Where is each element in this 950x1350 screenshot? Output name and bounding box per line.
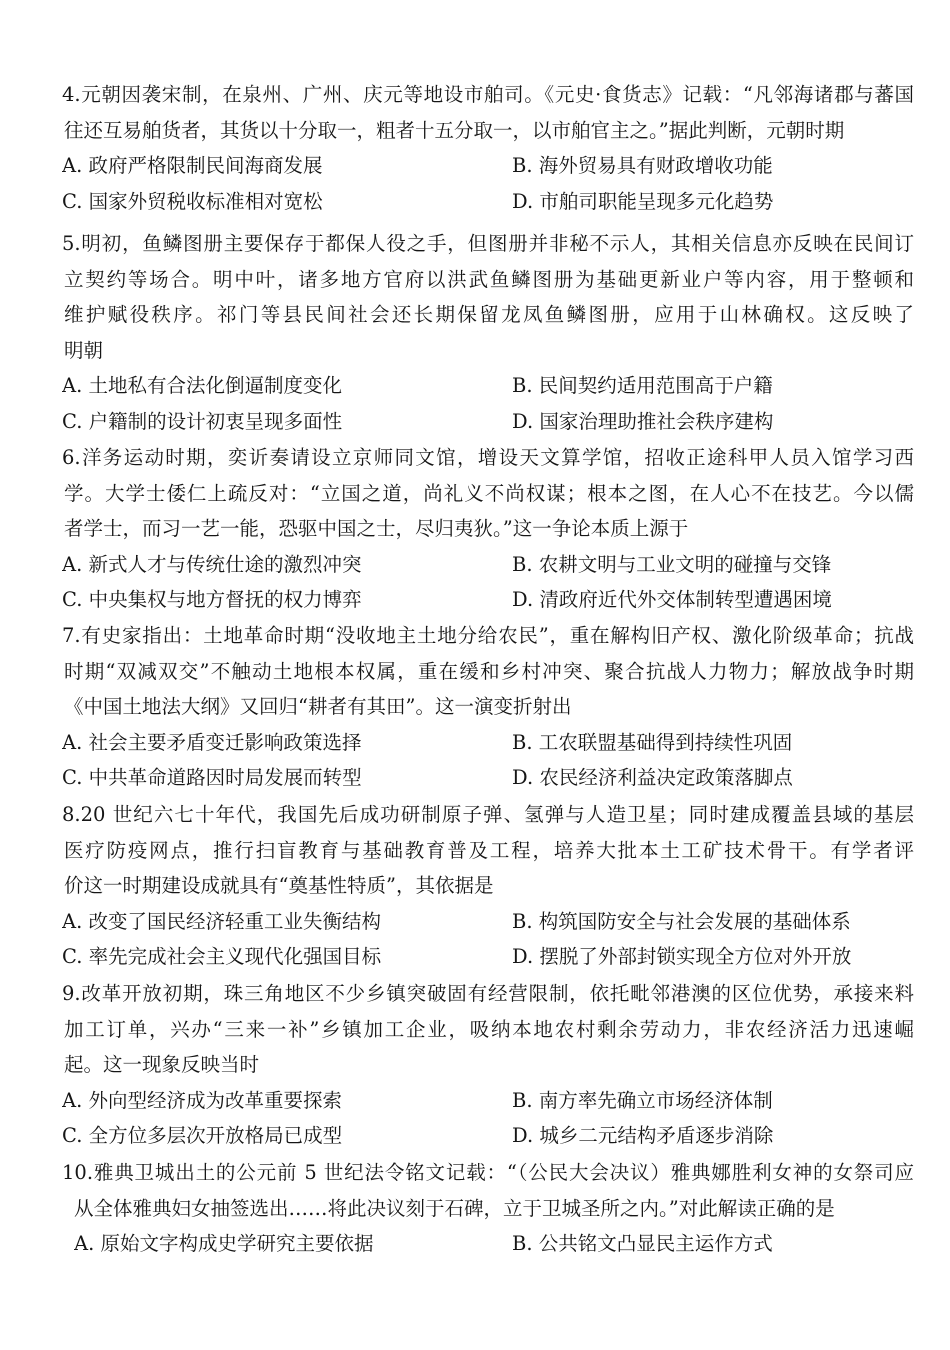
option-row (62, 1118, 914, 1154)
option-c[interactable]: C. 中共革命道路因时局发展而转型 (62, 766, 362, 790)
option-b[interactable]: B. 南方率先确立市场经济体制 (512, 1088, 773, 1112)
stem-line: 《中国土地法大纲》又回归“耕者有其田”。这一演变折射出 (64, 695, 572, 719)
stem-line: 6.洋务运动时期，奕䜣奏请设立京师同文馆，增设天文算学馆，招收正途科甲人员入馆学习西 (62, 446, 914, 469)
stem-line: 4.元朝因袭宋制，在泉州、广州、庆元等地设市舶司。《元史·食货志》记载：“凡邻海诸郡与蕃国 (62, 83, 914, 106)
option-a[interactable]: A. 政府严格限制民间海商发展 (62, 154, 323, 178)
stem-line: 者学士，而习一艺一能，恐驱中国之士，尽归夷狄。”这一争论本质上源于 (64, 517, 689, 541)
question-10 (62, 1155, 914, 1262)
option-d[interactable]: D. 摆脱了外部封锁实现全方位对外开放 (512, 945, 852, 969)
question-stem (62, 976, 914, 1083)
option-row (62, 904, 914, 940)
option-row (62, 148, 914, 184)
stem-line: 时期“双减双交”不触动土地根本权属，重在缓和乡村冲突、聚合抗战人力物力；解放战争时期 (64, 659, 914, 683)
question-6 (62, 440, 914, 618)
stem-line: 立契约等场合。明中叶，诸多地方官府以洪武鱼鳞图册为基础更新业户等内容，用于整顿和 (64, 267, 914, 291)
stem-line: 学。大学士倭仁上疏反对：“立国之道，尚礼义不尚权谋；根本之图，在人心不在技艺。今以儒 (64, 481, 914, 505)
stem-line: 5.明初，鱼鳞图册主要保存于都保人役之手，但图册并非秘不示人，其相关信息亦反映在民间订 (62, 232, 914, 255)
option-row (62, 1226, 914, 1262)
option-row (62, 1083, 914, 1119)
option-b[interactable]: B. 工农联盟基础得到持续性巩固 (512, 730, 793, 754)
option-b[interactable]: B. 海外贸易具有财政增收功能 (512, 154, 773, 178)
stem-line: 8.20 世纪六七十年代，我国先后成功研制原子弹、氢弹与人造卫星；同时建成覆盖县域的基层 (62, 803, 914, 826)
question-stem (62, 797, 914, 904)
question-stem (62, 618, 914, 725)
option-row (62, 725, 914, 761)
option-row (62, 184, 914, 220)
question-stem (62, 440, 914, 547)
stem-line: 往还互易舶货者，其货以十分取一，粗者十五分取一，以市舶官主之。”据此判断，元朝时期 (64, 118, 845, 142)
stem-line: 10.雅典卫城出土的公元前 5 世纪法令铭文记载：“（公民大会决议）雅典娜胜利女神的女祭司应 (62, 1161, 914, 1184)
option-a[interactable]: A. 原始文字构成史学研究主要依据 (74, 1232, 374, 1256)
stem-line: 7.有史家指出：土地革命时期“没收地主土地分给农民”，重在解构旧产权、激化阶级革命；抗战 (62, 624, 914, 647)
option-d[interactable]: D. 清政府近代外交体制转型遭遇困境 (512, 588, 832, 612)
option-a[interactable]: A. 外向型经济成为改革重要探索 (62, 1088, 342, 1112)
option-c[interactable]: C. 中央集权与地方督抚的权力博弈 (62, 588, 362, 612)
option-a[interactable]: A. 改变了国民经济轻重工业失衡结构 (62, 909, 381, 933)
option-row (62, 582, 914, 618)
option-d[interactable]: D. 市舶司职能呈现多元化趋势 (512, 189, 774, 213)
question-8 (62, 797, 914, 975)
stem-line: 价这一时期建设成就具有“奠基性特质”，其依据是 (64, 874, 494, 898)
option-a[interactable]: A. 新式人才与传统仕途的激烈冲突 (62, 552, 362, 576)
stem-line: 起。这一现象反映当时 (64, 1053, 260, 1077)
option-b[interactable]: B. 公共铭文凸显民主运作方式 (512, 1232, 773, 1256)
stem-line: 9.改革开放初期，珠三角地区不少乡镇突破固有经营限制，依托毗邻港澳的区位优势，承接来料 (62, 982, 914, 1005)
option-a[interactable]: A. 土地私有合法化倒逼制度变化 (62, 374, 342, 398)
option-row (62, 939, 914, 975)
question-stem (62, 226, 914, 368)
option-c[interactable]: C. 国家外贸税收标准相对宽松 (62, 189, 323, 213)
option-row (62, 760, 914, 796)
question-7 (62, 618, 914, 796)
stem-line: 加工订单，兴办“三来一补”乡镇加工企业，吸纳本地农村剩余劳动力，非农经济活力迅速崛 (64, 1017, 914, 1041)
option-d[interactable]: D. 国家治理助推社会秩序建构 (512, 409, 774, 433)
option-d[interactable]: D. 城乡二元结构矛盾逐步消除 (512, 1124, 774, 1148)
option-row (62, 547, 914, 583)
question-9 (62, 976, 914, 1154)
stem-line: 明朝 (64, 338, 104, 362)
option-c[interactable]: C. 户籍制的设计初衷呈现多面性 (62, 409, 343, 433)
stem-line: 从全体雅典妇女抽签选出……将此决议刻于石碑，立于卫城圣所之内。”对此解读正确的是 (74, 1196, 835, 1220)
option-b[interactable]: B. 民间契约适用范围高于户籍 (512, 374, 773, 398)
question-4 (62, 77, 914, 219)
question-stem (62, 1155, 914, 1226)
option-c[interactable]: C. 率先完成社会主义现代化强国目标 (62, 945, 382, 969)
option-a[interactable]: A. 社会主要矛盾变迁影响政策选择 (62, 730, 362, 754)
option-row (62, 368, 914, 404)
option-c[interactable]: C. 全方位多层次开放格局已成型 (62, 1124, 343, 1148)
option-row (62, 404, 914, 440)
question-5 (62, 226, 914, 440)
option-b[interactable]: B. 农耕文明与工业文明的碰撞与交锋 (512, 552, 832, 576)
option-d[interactable]: D. 农民经济利益决定政策落脚点 (512, 766, 793, 790)
stem-line: 医疗防疫网点，推行扫盲教育与基础教育普及工程，培养大批本土工矿技术骨干。有学者评 (64, 838, 914, 862)
question-stem (62, 77, 914, 148)
option-b[interactable]: B. 构筑国防安全与社会发展的基础体系 (512, 909, 851, 933)
stem-line: 维护赋役秩序。祁门等县民间社会还长期保留龙凤鱼鳞图册，应用于山林确权。这反映了 (64, 303, 914, 327)
